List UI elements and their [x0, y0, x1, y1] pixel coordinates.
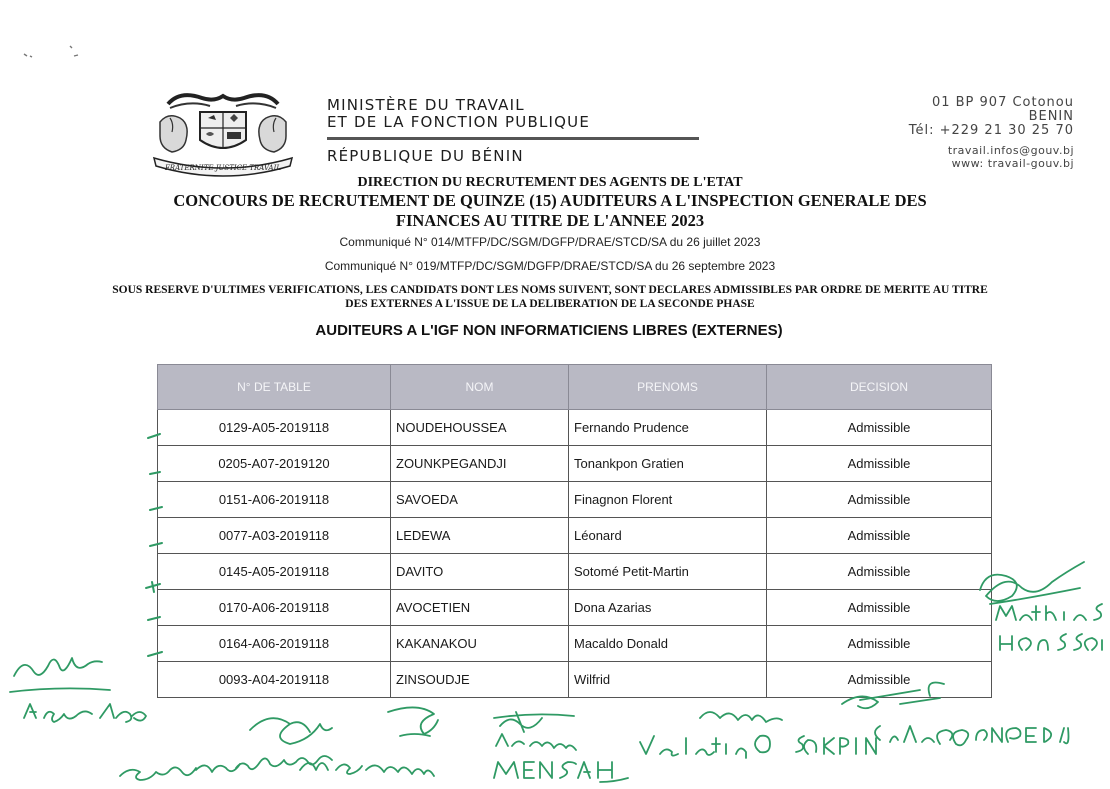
- cell-decision: Admissible: [767, 518, 992, 554]
- header-nom: NOM: [391, 365, 569, 410]
- signature-faizoun: [236, 756, 332, 769]
- cell-nom: AVOCETIEN: [391, 590, 569, 626]
- cell-decision: Admissible: [767, 554, 992, 590]
- table-row: [158, 662, 992, 698]
- cell-nom: DAVITO: [391, 554, 569, 590]
- contact-email: travail.infos@gouv.bj: [947, 144, 1074, 157]
- direction-heading: DIRECTION DU RECRUTEMENT DES AGENTS DE L'ETAT: [357, 175, 743, 190]
- signature-valentin: [640, 736, 770, 758]
- cell-decision: Admissible: [767, 662, 992, 698]
- table-row: [158, 446, 992, 482]
- table-row: [158, 518, 992, 554]
- signature-mathias: [996, 604, 1102, 620]
- signature-saho: [300, 763, 434, 776]
- cell-prenoms: Fernando Prudence: [569, 410, 767, 446]
- ministry-name: [327, 97, 590, 131]
- document-title: CONCOURS DE RECRUTEMENT DE QUINZE (15) AUDITEURS A L'INSPECTION GENERALE DES FINANCES AU TITRE DE L'ANNEE 2023: [173, 191, 927, 230]
- cell-nom: SAVOEDA: [391, 482, 569, 518]
- contact-address: 01 BP 907 Cotonou: [931, 95, 1074, 110]
- table-row: [158, 482, 992, 518]
- ministry-line1: MINISTÈRE DU TRAVAIL: [327, 96, 525, 114]
- cell-decision: Admissible: [767, 590, 992, 626]
- table-row: [158, 410, 992, 446]
- contact-block: [909, 96, 1074, 170]
- table-header-row: [158, 365, 992, 410]
- cell-nom: KAKANAKOU: [391, 626, 569, 662]
- reserve-statement: SOUS RESERVE D'ULTIMES VERIFICATIONS, LES CANDIDATS DONT LES NOMS SUIVENT, SONT DECLARES ADMISSIBLES PAR ORDRE DE MERITE AU TITRE DES EXTERNES A L'ISSUE DE LA DELIBERATION DE LA SECONDE PHASE: [112, 284, 988, 310]
- table-row: [158, 590, 992, 626]
- signature-loops: [250, 718, 332, 744]
- cell-prenoms: Sotomé Petit-Martin: [569, 554, 767, 590]
- cell-decision: Admissible: [767, 410, 992, 446]
- signature-cyrille: [875, 726, 1069, 745]
- cell-decision: Admissible: [767, 482, 992, 518]
- seal-motto: FRATERNITE JUSTICE TRAVAIL: [164, 164, 282, 172]
- cell-table-number: 0205-A07-2019120: [158, 446, 391, 482]
- header-table-number: N° DE TABLE: [158, 365, 391, 410]
- header-prenoms: PRENOMS: [569, 365, 767, 410]
- cell-nom: ZOUNKPEGANDJI: [391, 446, 569, 482]
- cell-prenoms: Macaldo Donald: [569, 626, 767, 662]
- cell-table-number: 0170-A06-2019118: [158, 590, 391, 626]
- coat-of-arms-logo: [150, 88, 296, 180]
- signature-s-mark: [388, 707, 438, 736]
- signature-arnould: [496, 734, 576, 750]
- communique-1: Communiqué N° 014/MTFP/DC/SGM/DGFP/DRAE/STCD/SA du 26 juillet 2023: [339, 235, 761, 249]
- signature-mensah-strike: [494, 712, 574, 732]
- scan-marks: [20, 40, 90, 70]
- contact-country: BENIN: [1028, 109, 1074, 124]
- signature-sokpin: [796, 736, 876, 754]
- header-divider: [327, 137, 699, 140]
- ministry-line2: ET DE LA FONCTION PUBLIQUE: [327, 113, 591, 131]
- table-row: [158, 554, 992, 590]
- signature-akpo: [24, 704, 146, 722]
- cell-table-number: 0077-A03-2019118: [158, 518, 391, 554]
- cell-table-number: 0164-A06-2019118: [158, 626, 391, 662]
- signature-sokpin-scribble: [700, 712, 782, 722]
- communique-2: Communiqué N° 019/MTFP/DC/SGM/DGFP/DRAE/STCD/SA du 26 septembre 2023: [324, 259, 776, 273]
- table-row: [158, 626, 992, 662]
- signature-allote: [120, 764, 240, 780]
- cell-decision: Admissible: [767, 626, 992, 662]
- section-title: AUDITEURS A L'IGF NON INFORMATICIENS LIBRES (EXTERNES): [315, 322, 783, 339]
- signature-houssou: [980, 562, 1084, 604]
- cell-nom: NOUDEHOUSSEA: [391, 410, 569, 446]
- cell-decision: Admissible: [767, 446, 992, 482]
- cell-nom: ZINSOUDJE: [391, 662, 569, 698]
- cell-prenoms: Dona Azarias: [569, 590, 767, 626]
- header-decision: DECISION: [767, 365, 992, 410]
- signature-initials: [10, 658, 110, 692]
- cell-nom: LEDEWA: [391, 518, 569, 554]
- cell-prenoms: Léonard: [569, 518, 767, 554]
- cell-table-number: 0129-A05-2019118: [158, 410, 391, 446]
- results-table: [157, 364, 992, 698]
- republic-name: RÉPUBLIQUE DU BÉNIN: [327, 147, 524, 165]
- contact-website: www: travail-gouv.bj: [951, 157, 1074, 170]
- contact-phone: Tél: +229 21 30 25 70: [908, 123, 1074, 138]
- cell-prenoms: Wilfrid: [569, 662, 767, 698]
- cell-table-number: 0093-A04-2019118: [158, 662, 391, 698]
- cell-table-number: 0151-A06-2019118: [158, 482, 391, 518]
- signature-houssou-name: [1000, 634, 1102, 650]
- cell-prenoms: Finagnon Florent: [569, 482, 767, 518]
- cell-prenoms: Tonankpon Gratien: [569, 446, 767, 482]
- signature-mensah: [494, 762, 628, 782]
- cell-table-number: 0145-A05-2019118: [158, 554, 391, 590]
